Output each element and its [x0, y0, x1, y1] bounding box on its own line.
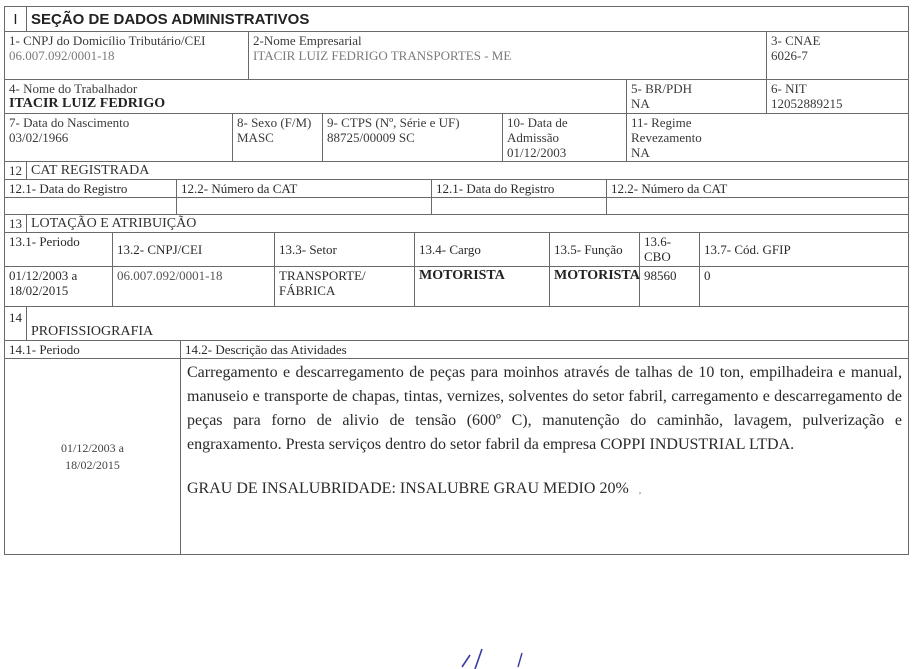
sector-cell: TRANSPORTE/ FÁBRICA: [275, 267, 415, 307]
function-cell: MOTORISTA: [550, 267, 640, 307]
field-admission-date: [503, 114, 627, 162]
section-lotacao: [4, 214, 909, 307]
cat-number-cell: [177, 198, 432, 215]
field-label: 11- Regime Revezamento: [631, 115, 702, 145]
section-cat: [4, 161, 909, 215]
stray-mark: ,: [638, 485, 642, 496]
field-label: 10- Data de Admissão: [507, 115, 568, 145]
field-label: 7- Data do Nascimento: [9, 115, 130, 130]
section-number: I: [5, 7, 27, 32]
field-label: 4- Nome do Trabalhador: [9, 81, 138, 96]
field-ctps: [323, 114, 503, 162]
column-header: 12.1- Data do Registro: [432, 180, 607, 198]
column-header: 13.2- CNPJ/CEI: [113, 233, 275, 267]
field-value: 03/02/1966: [9, 130, 69, 145]
section-number: 14: [5, 307, 27, 341]
field-label: 6- NIT: [771, 81, 807, 96]
period-cell: 01/12/2003 a 18/02/2015: [5, 267, 113, 307]
insalubridade-text: GRAU DE INSALUBRIDADE: INSALUBRE GRAU MEDIO 20%: [187, 480, 629, 497]
column-header: 13.7- Cód. GFIP: [700, 233, 909, 267]
field-label: 5- BR/PDH: [631, 81, 693, 96]
signature-stroke: [518, 653, 522, 667]
section-profissiografia: [4, 306, 909, 555]
section-number: 12: [5, 162, 27, 180]
column-header: 12.1- Data do Registro: [5, 180, 177, 198]
field-label: 3- CNAE: [771, 33, 821, 48]
field-value: ITACIR LUIZ FEDRIGO: [9, 96, 166, 111]
field-value: 88725/00009 SC: [327, 130, 415, 145]
activity-description-cell: [181, 359, 909, 555]
field-value: 12052889215: [771, 96, 843, 111]
ppp-form: [4, 6, 908, 555]
field-nit: [767, 80, 909, 114]
field-cnae: [767, 32, 909, 80]
field-value: 01/12/2003: [507, 145, 567, 160]
field-worker-name: [5, 80, 627, 114]
section-title: CAT REGISTRADA: [27, 162, 909, 180]
column-header: 13.5- Função: [550, 233, 640, 267]
section-title: LOTAÇÃO E ATRIBUIÇÃO: [27, 215, 909, 233]
column-header: 13.1- Periodo: [5, 233, 113, 267]
field-birth-date: [5, 114, 233, 162]
column-header: 12.2- Número da CAT: [607, 180, 909, 198]
field-value: ITACIR LUIZ FEDRIGO TRANSPORTES - ME: [253, 48, 512, 63]
section-administrative: [4, 6, 909, 114]
column-header: 13.6- CBO: [640, 233, 700, 267]
cbo-cell: 98560: [640, 267, 700, 307]
insalubridade-grade: [187, 477, 902, 503]
field-label: 1- CNPJ do Domicílio Tributário/CEI: [9, 33, 206, 48]
field-sex: [233, 114, 323, 162]
signature-stroke: [462, 649, 482, 669]
cat-number-cell: [607, 198, 909, 215]
field-cnpj: [5, 32, 249, 80]
field-value: NA: [631, 145, 650, 160]
gfip-cell: 0: [700, 267, 909, 307]
field-value: 06.007.092/0001-18: [9, 48, 115, 63]
field-value: MASC: [237, 130, 274, 145]
column-header: 12.2- Número da CAT: [177, 180, 432, 198]
column-header: 13.3- Setor: [275, 233, 415, 267]
field-company-name: [249, 32, 767, 80]
field-value: 6026-7: [771, 48, 808, 63]
cat-date-cell: [432, 198, 607, 215]
cat-date-cell: [5, 198, 177, 215]
job-title-cell: MOTORISTA: [415, 267, 550, 307]
section-title: PROFISSIOGRAFIA: [27, 307, 909, 341]
cnpj-cell: 06.007.092/0001-18: [113, 267, 275, 307]
section-number: 13: [5, 215, 27, 233]
field-label: 8- Sexo (F/M): [237, 115, 312, 130]
section-administrative-row3: [4, 113, 909, 162]
activity-period: [5, 359, 181, 555]
field-regime: [627, 114, 909, 162]
column-header: 14.1- Periodo: [5, 341, 181, 359]
field-label: 2-Nome Empresarial: [253, 33, 362, 48]
field-value: NA: [631, 96, 650, 111]
column-header: 13.4- Cargo: [415, 233, 550, 267]
activity-description: Carregamento e descarregamento de peças para moinhos através de talhas de 10 ton, empilhadeira e manual, manuseio e transporte de chapas, tintas, vernizes, solventes do setor fabril, carregamento e descarregamento de peças para forno de alivio de tensão (600º C), manutenção do caminhão, lavagem, pulverização e engraxamento. Presta serviços dentro do setor fabril da empresa COPPI INDUSTRIAL LTDA.: [187, 364, 902, 453]
signature-mark: [440, 645, 530, 669]
activity-period-text: 01/12/2003 a 18/02/2015: [61, 440, 124, 472]
section-title: SEÇÃO DE DADOS ADMINISTRATIVOS: [27, 7, 909, 32]
column-header: 14.2- Descrição das Atividades: [181, 341, 909, 359]
field-label: 9- CTPS (Nº, Série e UF): [327, 115, 460, 130]
field-br-pdh: [627, 80, 767, 114]
